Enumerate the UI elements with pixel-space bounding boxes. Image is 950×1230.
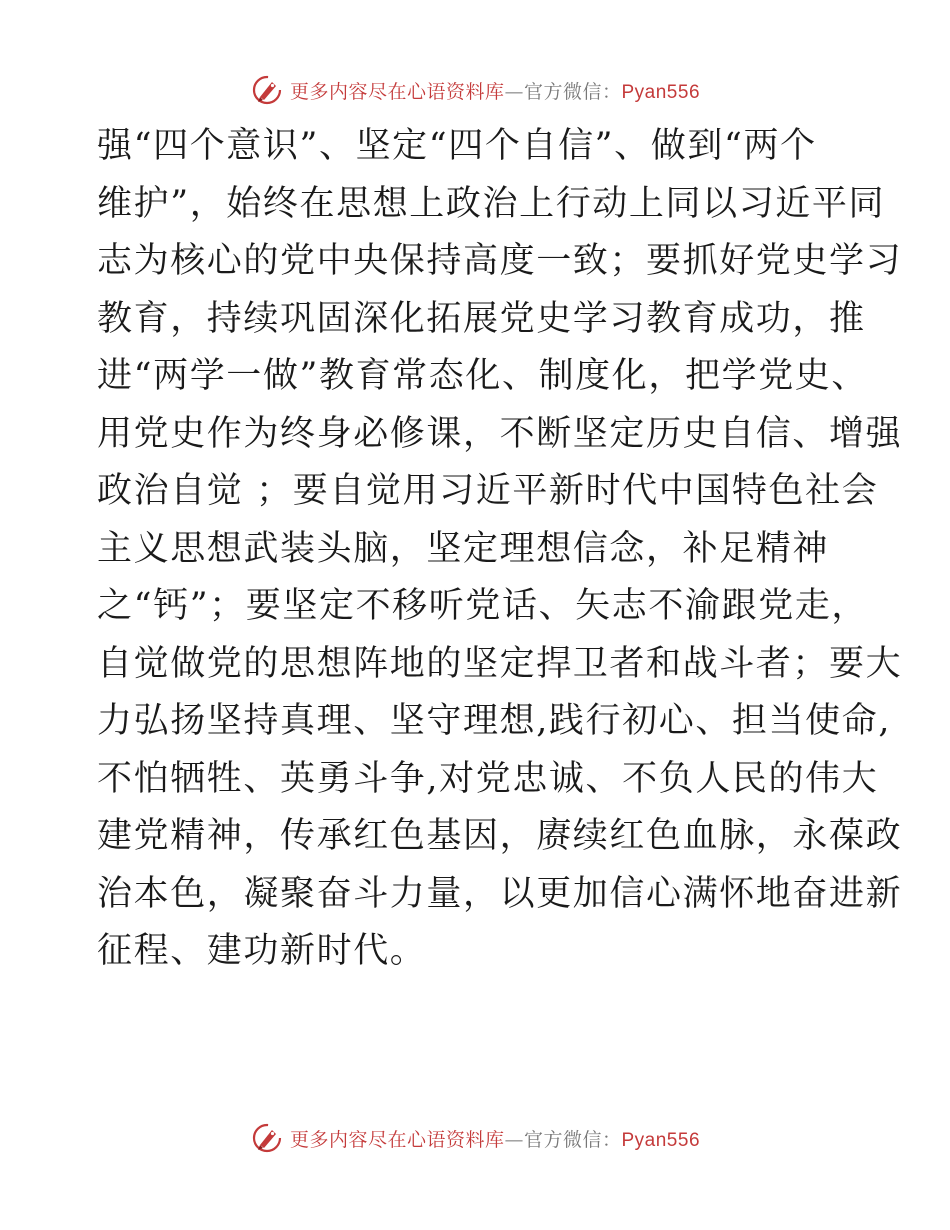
watermark-text: 更多内容尽在心语资料库 bbox=[289, 80, 505, 103]
watermark-wechat-id: Pyan556 bbox=[621, 1129, 701, 1151]
watermark-text: 更多内容尽在心语资料库 bbox=[289, 1128, 505, 1151]
text-line: 力弘扬坚持真理、坚守理想,践行初心、担当使命, bbox=[97, 701, 892, 741]
text-line: 维护”，始终在思想上政治上行动上同以习近平同 bbox=[97, 183, 886, 224]
text-line: 志为核心的党中央保持高度一致；要抓好党史学习 bbox=[97, 241, 903, 281]
watermark-wechat-id: Pyan556 bbox=[621, 81, 701, 103]
text-line: 政治自觉 ；要自觉用习近平新时代中国特色社会 bbox=[97, 471, 879, 511]
pen-nib-logo-icon bbox=[250, 1121, 284, 1155]
text-line: 教育，持续巩固深化拓展党史学习教育成功，推 bbox=[97, 298, 866, 339]
text-line: 之“钙”；要坚定不移听党话、矢志不渝跟党走， bbox=[97, 586, 868, 626]
text-line: 用党史作为终身必修课，不断坚定历史自信、增强 bbox=[97, 413, 903, 454]
watermark-wechat-label: 官方微信： bbox=[523, 1128, 622, 1151]
text-line: 治本色，凝聚奋斗力量，以更加信心满怀地奋进新 bbox=[97, 873, 903, 914]
body-paragraph bbox=[97, 118, 903, 981]
text-line: 不怕牺牲、英勇斗争,对党忠诚、不负人民的伟大 bbox=[97, 758, 879, 799]
header-watermark bbox=[0, 70, 950, 110]
text-line: 进“两学一做”教育常态化、制度化，把学党史、 bbox=[97, 356, 868, 396]
footer-watermark bbox=[0, 1118, 950, 1158]
text-line: 主义思想武装头脑，坚定理想信念，补足精神 bbox=[97, 528, 830, 569]
text-line: 自觉做党的思想阵地的坚定捍卫者和战斗者；要大 bbox=[97, 643, 903, 684]
watermark-separator: — bbox=[504, 80, 524, 103]
watermark-wechat-label: 官方微信： bbox=[523, 80, 622, 103]
text-line: 建党精神，传承红色基因，赓续红色血脉，永葆政 bbox=[97, 816, 903, 856]
watermark-separator: — bbox=[504, 1128, 524, 1151]
text-line: 征程、建功新时代。 bbox=[97, 931, 427, 971]
pen-nib-logo-icon bbox=[250, 73, 284, 107]
text-line: 强“四个意识”、坚定“四个自信”、做到“两个 bbox=[97, 126, 817, 166]
